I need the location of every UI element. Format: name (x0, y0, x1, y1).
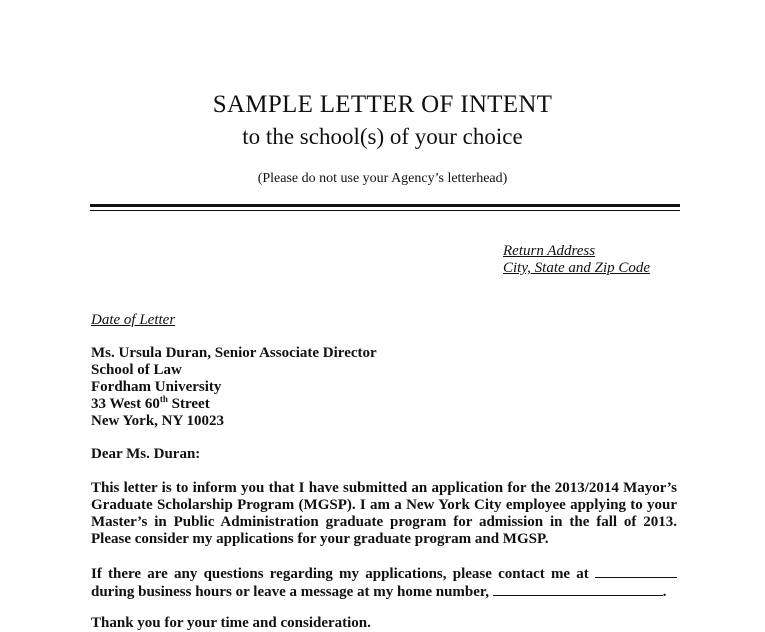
return-address-block (503, 243, 650, 277)
header-divider-thick (90, 204, 680, 207)
addressee-city-state-zip: New York, NY 10023 (91, 413, 225, 429)
salutation: Dear Ms. Duran: (91, 446, 201, 462)
closing-line: Thank you for your time and consideration. (91, 615, 371, 631)
header-divider-thin (90, 210, 680, 211)
addressee-name-title: Ms. Ursula Duran, Senior Associate Director (91, 345, 377, 361)
addressee-street (91, 396, 377, 413)
document-subtitle: to the school(s) of your choice (242, 124, 523, 149)
phone-blank-line (595, 565, 677, 578)
addressee-university: Fordham University (91, 379, 222, 395)
street-number: 33 West 60 (91, 396, 160, 412)
paragraph2-part2: during business hours or leave a message at my home number, (91, 584, 493, 600)
paragraph2-part3: . (662, 584, 667, 600)
letterhead-note: (Please do not use your Agency’s letterhead) (257, 171, 508, 186)
document-title: SAMPLE LETTER OF INTENT (212, 91, 553, 118)
body-paragraph-1: This letter is to inform you that I have submitted an application for the 2013/2014 Mayor’s Graduate Scholarship Program (MGSP). I am a New York City employee applying to your Master’s in Public Administration graduate program for admission in the fall of 2013. Please consider my applications for your graduate program and MGSP. (91, 480, 677, 547)
paragraph2-part1: If there are any questions regarding my applications, please contact me at (91, 566, 595, 582)
date-of-letter: Date of Letter (91, 312, 176, 328)
addressee-school: School of Law (91, 362, 182, 378)
return-address-line: Return Address (503, 243, 596, 259)
home-number-blank-line (493, 583, 663, 596)
body-paragraph-2 (91, 565, 677, 601)
city-state-zip-line: City, State and Zip Code (503, 260, 651, 276)
addressee-block (91, 345, 377, 430)
street-name: Street (167, 396, 210, 412)
street-ordinal: th (159, 394, 168, 404)
